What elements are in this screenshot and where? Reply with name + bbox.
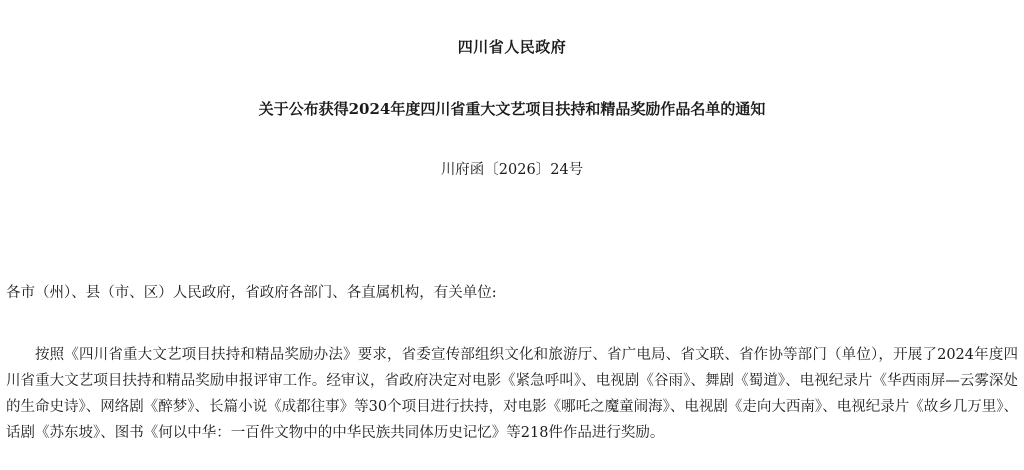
document-number: 川府函〔2026〕24号 [440, 162, 584, 178]
body-paragraph: 按照《四川省重大文艺项目扶持和精品奖励办法》要求，省委宣传部组织文化和旅游厅、省广电局、省文联、省作协等部门（单位），开展了2024年度四川省重大文艺项目扶持和精品奖励申报评审工作。经审议，省政府决定对电影《紧急呼叫》、电视剧《谷雨》、舞剧《蜀道》、电视纪录片《华西雨屏—云雾深处的生命史诗》、网络剧《醉梦》、长篇小说《成都往事》等30个项目进行扶持，对电影《哪吒之魔童闹海》、电视剧《走向大西南》、电视纪录片《故乡几万里》、话剧《苏东坡》、图书《何以中华：一百件文物中的中华民族共同体历史记忆》等218件作品进行奖励。 [6, 347, 1018, 441]
issuer-heading: 四川省人民政府 [457, 38, 567, 56]
salutation: 各市（州）、县（市、区）人民政府，省政府各部门、各直属机构，有关单位: [6, 285, 497, 301]
notice-title: 关于公布获得2024年度四川省重大文艺项目扶持和精品奖励作品名单的通知 [258, 100, 766, 118]
